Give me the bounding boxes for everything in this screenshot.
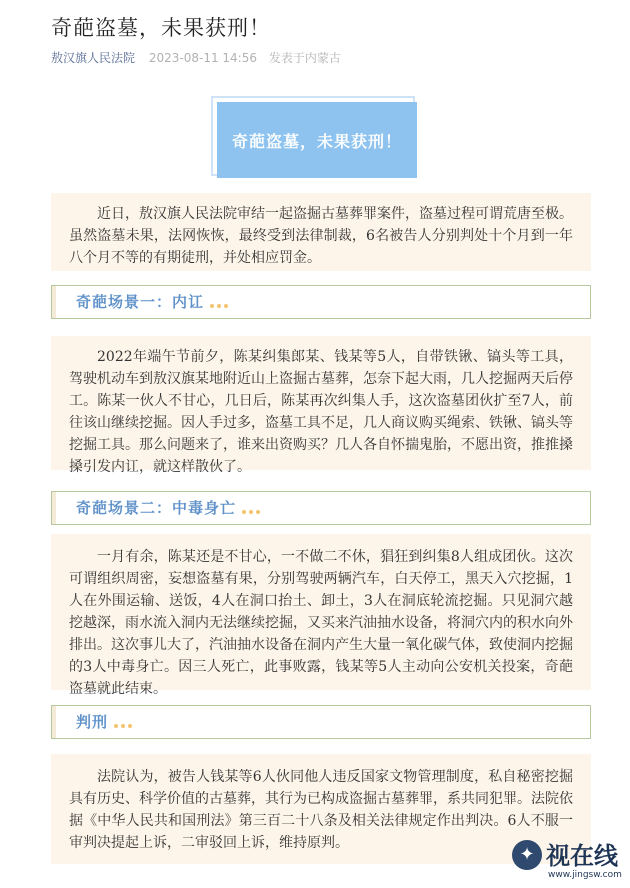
section-heading-1-text: 奇葩场景一：内讧 [76,293,205,311]
dots-decoration [210,287,231,319]
watermark-logo-icon: ✦ [512,840,542,870]
dots-decoration [114,707,135,739]
heading-accent-bar [52,706,56,738]
heading-accent-bar [52,286,56,318]
section-heading-1 [51,285,591,319]
section-heading-2-text: 奇葩场景二：中毒身亡 [76,499,237,517]
section-body-3: 法院认为，被告人钱某等6人伙同他人违反国家文物管理制度，私自秘密挖掘具有历史、科学价值的古墓葬，其行为已构成盗掘古墓葬罪，系共同犯罪。法院依据《中华人民共和国刑法》第三百二十八条及相关法律规定作出判决。6人不服一审判决提起上诉，二审驳回上诉，维持原判。 [51,754,591,864]
article-title: 奇葩盗墓，未果获刑！ [51,16,271,40]
author-link[interactable]: 敖汉旗人民法院 [51,51,136,65]
watermark-name: 视在线 [546,841,618,870]
section-heading-2 [51,491,591,525]
heading-accent-bar [52,492,56,524]
dots-decoration [242,493,263,525]
publish-location: 发表于内蒙古 [268,51,341,65]
section-heading-3 [51,705,591,739]
banner-text: 奇葩盗墓，未果获刑！ [217,102,417,178]
section-body-2: 一月有余，陈某还是不甘心，一不做二不休，猖狂到纠集8人组成团伙。这次可谓组织周密，妄想盗墓有果，分别驾驶两辆汽车，白天停工，黑天入穴挖掘，1人在外围运输、送饭，4人在洞口抬土、卸土，3人在洞底轮流挖掘。只见洞穴越挖越深，雨水流入洞内无法继续挖掘，又买来汽油抽水设备，将洞穴内的积水向外排出。这次事儿大了，汽油抽水设备在洞内产生大量一氧化碳气体，致使洞内挖掘的3人中毒身亡。因三人死亡，此事败露，钱某等5人主动向公安机关投案，奇葩盗墓就此结束。 [51,534,591,690]
article-meta [51,49,341,66]
site-watermark [512,834,630,888]
section-heading-3-text: 判刑 [76,713,109,731]
watermark-url: www.jingsw.com [548,870,622,880]
section-body-1: 2022年端午节前夕，陈某纠集郎某、钱某等5人，自带铁锹、镐头等工具，驾驶机动车到敖汉旗某地附近山上盗掘古墓葬，怎奈下起大雨，几人挖掘两天后停工。陈某一伙人不甘心，几日后，陈某再次纠集人手，这次盗墓团伙扩至7人，前往该山继续挖掘。因人手过多，盗墓工具不足，几人商议购买绳索、铁锹、镐头等挖掘工具。那么问题来了，谁来出资购买？几人各自怀揣鬼胎，不愿出资，推推搡搡引发内讧，就这样散伙了。 [51,336,591,470]
title-banner [211,96,417,178]
intro-paragraph: 近日，敖汉旗人民法院审结一起盗掘古墓葬罪案件，盗墓过程可谓荒唐至极。虽然盗墓未果，法网恢恢，最终受到法律制裁，6名被告人分别判处十个月到一年八个月不等的有期徒刑，并处相应罚金。 [51,193,591,271]
publish-date: 2023-08-11 14:56 [148,51,257,65]
